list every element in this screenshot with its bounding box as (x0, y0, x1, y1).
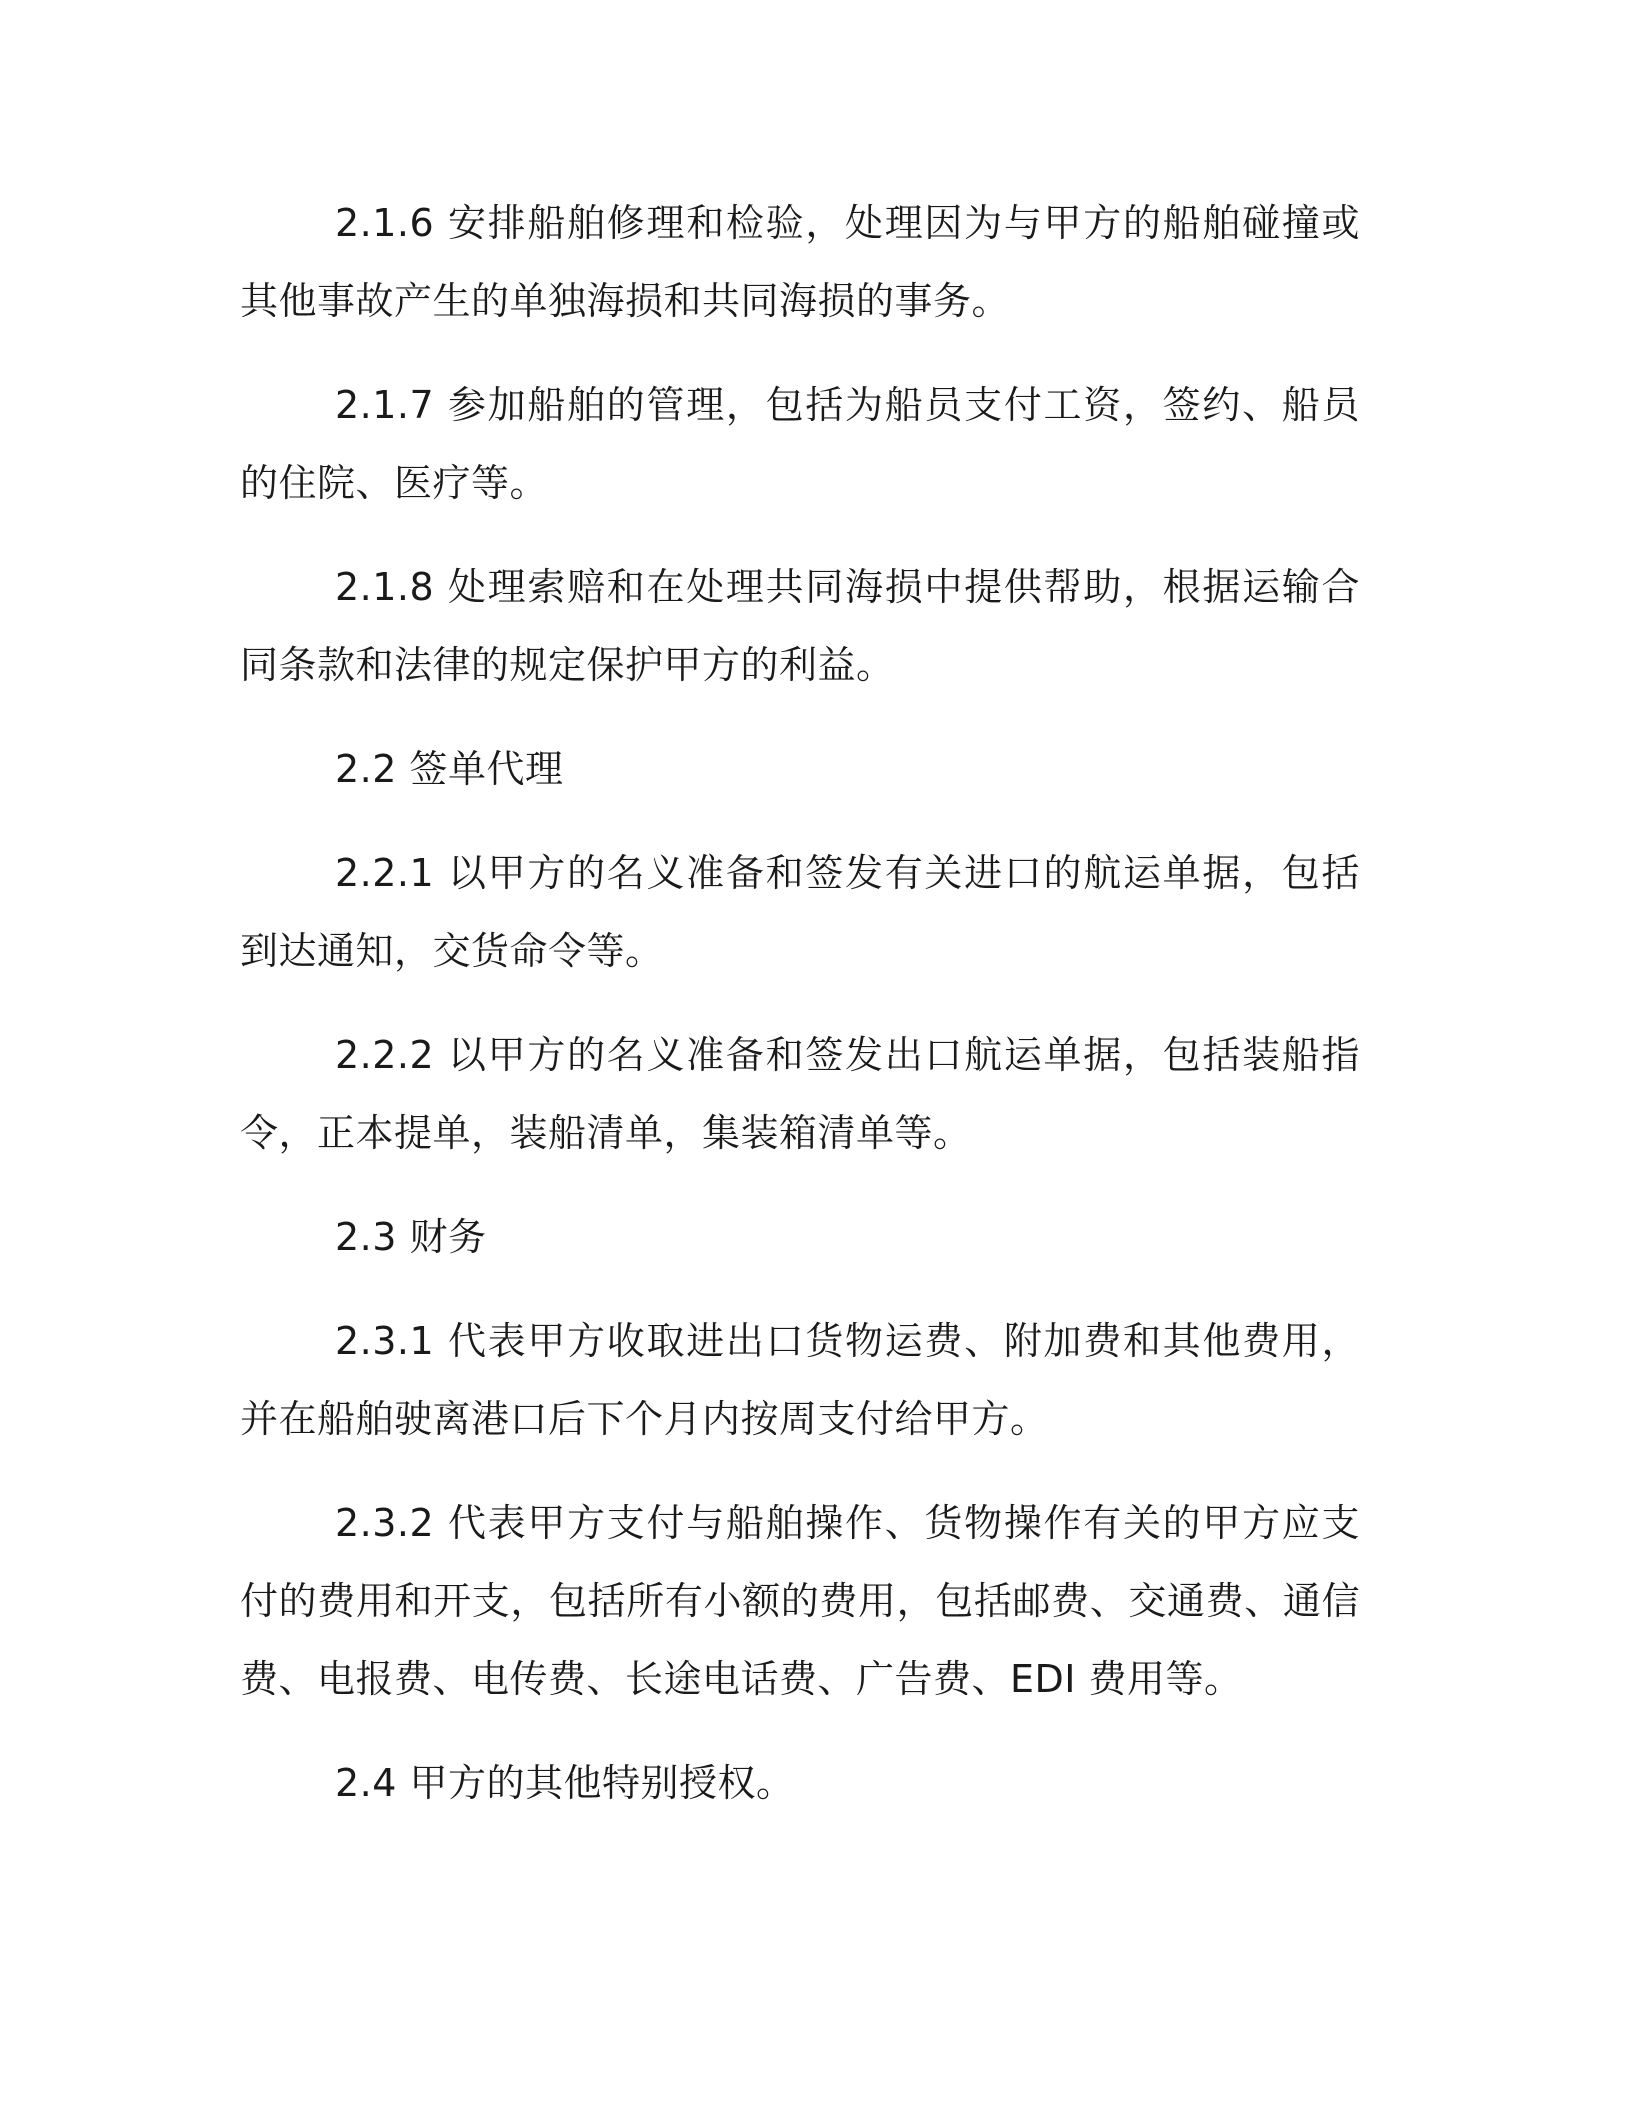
clause-2-2-1: 2.2.1 以甲方的名义准备和签发有关进口的航运单据，包括到达通知，交货命令等。 (240, 851, 1360, 973)
clause-2-3-1: 2.3.1 代表甲方收取进出口货物运费、附加费和其他费用，并在船舶驶离港口后下个月内按周支付给甲方。 (240, 1319, 1360, 1441)
clause-2-3-2: 2.3.2 代表甲方支付与船舶操作、货物操作有关的甲方应支付的费用和开支，包括所有小额的费用，包括邮费、交通费、通信费、电报费、电传费、长途电话费、广告费、EDI 费用等。 (240, 1501, 1360, 1701)
clause-2-2-2: 2.2.2 以甲方的名义准备和签发出口航运单据，包括装船指令，正本提单，装船清单，集装箱清单等。 (240, 1033, 1360, 1155)
section-heading-2-3: 2.3 财务 (335, 1215, 487, 1259)
section-heading-2-2: 2.2 签单代理 (335, 747, 564, 791)
clause-2-1-7: 2.1.7 参加船舶的管理，包括为船员支付工资，签约、船员的住院、医疗等。 (240, 383, 1360, 505)
document-body (240, 184, 1360, 1822)
section-heading-2-4: 2.4 甲方的其他特别授权。 (335, 1761, 795, 1805)
clause-2-1-8: 2.1.8 处理索赔和在处理共同海损中提供帮助，根据运输合同条款和法律的规定保护甲方的利益。 (240, 565, 1360, 687)
clause-2-1-6: 2.1.6 安排船舶修理和检验，处理因为与甲方的船舶碰撞或其他事故产生的单独海损和共同海损的事务。 (240, 201, 1360, 323)
